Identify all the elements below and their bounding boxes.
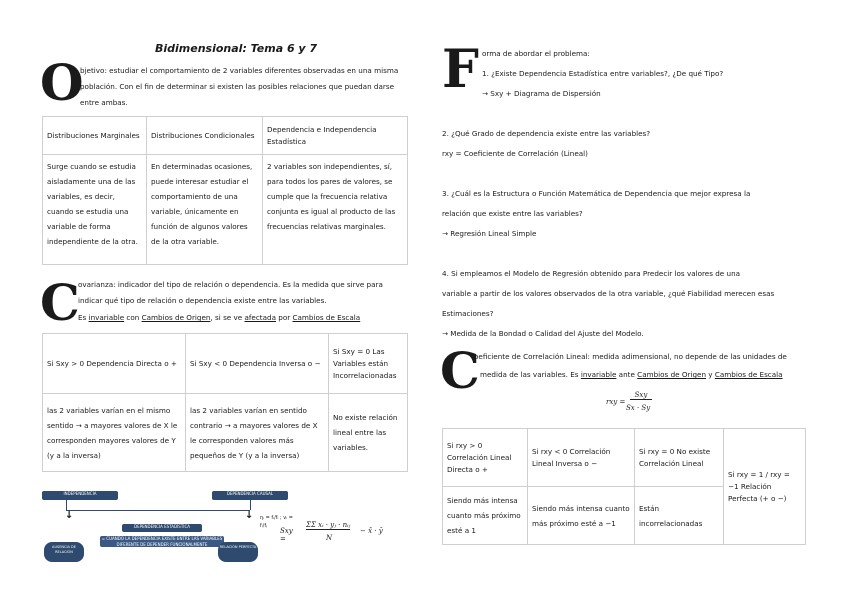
formula-lhs: rxy =: [606, 398, 626, 406]
q4-line-4: → Medida de la Bondad o Calidad del Ajuste del Modelo.: [442, 329, 644, 338]
diagram-side-note: ηᵢ = fᵢ/fᵢ ; vᵢ = fᵢ/fⱼ: [260, 515, 293, 529]
text-invariable: invariable: [580, 370, 617, 379]
connector-left-top: [66, 500, 67, 510]
corr-cell-nula: Están incorrelacionadas: [635, 487, 724, 545]
q4-line-1: 4. Si empleamos el Modelo de Regresión obtenido para Predecir los valores de una: [442, 269, 741, 278]
cov-header-directa: Si Sxy > 0 Dependencia Directa o +: [43, 334, 186, 394]
cell-marginales: Surge cuando se estudia aisladamente una de las variables, es decir, cuando se estudia una variable de forma independiente de la otra.: [43, 155, 147, 265]
header-condicionales: Distribuciones Condicionales: [147, 117, 263, 155]
forma-line-2: 1. ¿Existe Dependencia Estadística entre variables?, ¿De qué Tipo?: [482, 69, 724, 78]
node-dependencia-causal: DEPENDENCIA CAUSAL: [212, 491, 288, 500]
coef-drop-cap: C: [440, 341, 480, 400]
formula-denominator: N: [326, 534, 333, 542]
text-si-se-ve: , si se ve: [210, 313, 245, 322]
cell-condicionales: En determinadas ocasiones, puede interesar estudiar el comportamiento de una variable, únicamente en función de algunos valores de la otra variable.: [147, 155, 263, 265]
dependencia-diagram: [42, 488, 402, 568]
arrow-down-left-icon: ↓: [65, 510, 74, 521]
objetivo-drop-cap: O: [40, 53, 84, 112]
cell-dependencia: 2 variables son independientes, sí, para todos los pares de valores, se cumple que la frecuencia relativa conjunta es igual al producto de las frecuencias relativas marginales.: [263, 155, 408, 265]
connector-right-top: [250, 500, 251, 510]
text-afectada: afectada: [244, 313, 276, 322]
cov-cell-incorrelacionadas: No existe relación lineal entre las variables.: [329, 394, 408, 472]
header-marginales: Distribuciones Marginales: [43, 117, 147, 155]
text-con: con: [124, 313, 142, 322]
cov-header-incorrelacionadas: Si Sxy = 0 Las Variables están Incorrelacionadas: [329, 334, 408, 394]
formula-numerator: Sxy: [630, 391, 652, 400]
covarianza-line-1: ovarianza: indicador del tipo de relación o dependencia. Es la medida que sirve para: [78, 280, 383, 289]
text-ante: ante: [616, 370, 638, 379]
node-dependencia-estadistica: DEPENDENCIA ESTADÍSTICA: [122, 524, 202, 532]
forma-drop-cap: F: [442, 39, 479, 100]
text-cambios-origen: Cambios de Origen: [637, 370, 707, 379]
text-y: y: [706, 370, 715, 379]
connector-horizontal: [66, 510, 250, 511]
q2-line-2: rxy = Coeficiente de Correlación (Lineal): [442, 149, 588, 158]
forma-line-1: orma de abordar el problema:: [482, 49, 590, 58]
formula-denominator: Sx · Sy: [626, 404, 651, 412]
correlacion-table: [442, 428, 806, 545]
correlation-formula: [606, 390, 666, 418]
covarianza-table: [42, 333, 408, 472]
text-es: Es: [78, 313, 89, 322]
coef-line-1: oeficiente de Correlación Lineal: medida adimensional, no depende de las unidades de: [474, 352, 787, 361]
q4-line-2: variable a partir de los valores observados de la otra variable, ¿qué Fiabilidad merecen esas: [442, 289, 775, 298]
header-dependencia: Dependencia e Independencia Estadística: [263, 117, 408, 155]
coef-line-2: [480, 368, 800, 381]
covarianza-line-3: [78, 311, 408, 324]
node-relacion-perfecta: RELACIÓN PERFECTA: [218, 542, 258, 562]
cov-header-inversa: Si Sxy < 0 Dependencia Inversa o −: [186, 334, 329, 394]
page-title: Bidimensional: Tema 6 y 7: [155, 42, 318, 55]
corr-header-perfecta: Si rxy = 1 / rxy = −1 Relación Perfecta (+ o −): [724, 429, 806, 545]
cov-cell-inversa: las 2 variables varían en sentido contrario → a mayores valores de X le corresponden valores más pequeños de Y (y a la inversa): [186, 394, 329, 472]
corr-header-directa: Si rxy > 0 Correlación Lineal Directa o +: [443, 429, 528, 487]
covarianza-line-2: indicar qué tipo de relación o dependencia existe entre las variables.: [78, 296, 327, 305]
text-cambios-escala: Cambios de Escala: [714, 370, 783, 379]
q2-line-1: 2. ¿Qué Grado de dependencia existe entre las variables?: [442, 129, 651, 138]
forma-line-3: → Sxy + Diagrama de Dispersión: [482, 89, 601, 98]
node-independencia: INDEPENDENCIA: [42, 491, 118, 500]
objetivo-line-1: bjetivo: estudiar el comportamiento de 2 variables diferentes observadas en una misma: [80, 66, 399, 75]
q3-line-1: 3. ¿Cuál es la Estructura o Función Matemática de Dependencia que mejor expresa la: [442, 189, 751, 198]
formula-numerator: ΣΣ xᵢ · yⱼ · nᵢⱼ: [306, 521, 351, 529]
text-por: por: [275, 313, 293, 322]
arrow-down-right-icon: ↓: [245, 510, 254, 521]
distribuciones-table: [42, 116, 408, 265]
text-cambios-escala: Cambios de Escala: [292, 313, 361, 322]
covarianza-drop-cap: C: [40, 273, 80, 332]
text-medida: medida de las variables. Es: [480, 370, 581, 379]
corr-cell-inversa: Siendo más intensa cuanto más próximo esté a −1: [528, 487, 635, 545]
formula-tail: − x̄ · ȳ: [360, 527, 383, 535]
q4-line-3: Estimaciones?: [442, 309, 494, 318]
text-cambios-origen: Cambios de Origen: [141, 313, 211, 322]
q3-line-3: → Regresión Lineal Simple: [442, 229, 537, 238]
node-nota-dependencia: = CUANDO LA DEPENDENCIA EXISTE ENTRE LAS VARIABLES DIFERENTE DE DEPENDER FUNCIONALMENTE: [101, 536, 223, 547]
node-ausencia-relacion: AUSENCIA DE RELACIÓN: [44, 542, 84, 562]
corr-header-nula: Si rxy = 0 No existe Correlación Lineal: [635, 429, 724, 487]
q3-line-2: relación que existe entre las variables?: [442, 209, 583, 218]
text-invariable: invariable: [88, 313, 125, 322]
objetivo-line-3: entre ambas.: [80, 98, 128, 107]
corr-header-inversa: Si rxy < 0 Correlación Lineal Inversa o −: [528, 429, 635, 487]
corr-cell-directa: Siendo más intensa cuanto más próximo esté a 1: [443, 487, 528, 545]
formula-lhs: Sxy =: [280, 527, 293, 543]
cov-cell-directa: las 2 variables varían en el mismo sentido → a mayores valores de X le corresponden mayores valores de Y (y a la inversa): [43, 394, 186, 472]
objetivo-line-2: población. Con el fin de determinar si existen las posibles relaciones que puedan darse: [80, 82, 395, 91]
